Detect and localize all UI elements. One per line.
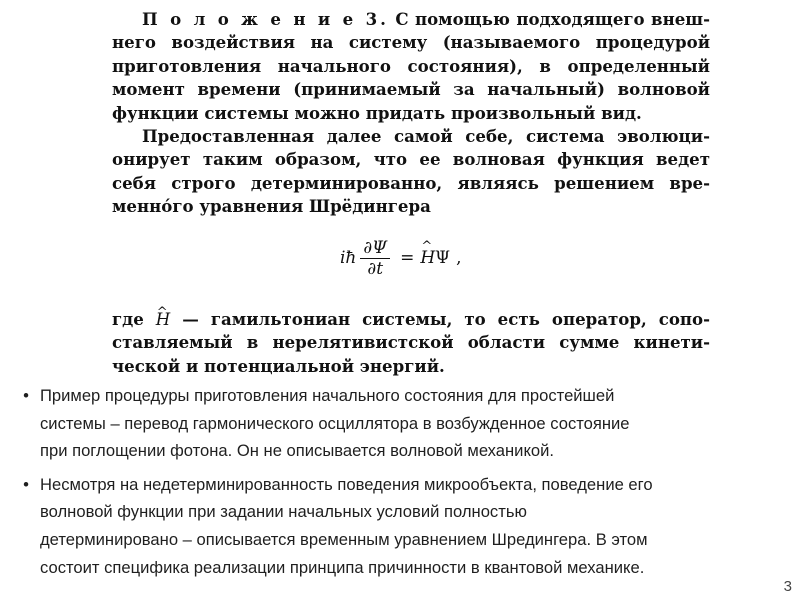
- text-line: момент времени (принимаемый за начальный) волновой: [112, 79, 710, 100]
- text-line: онирует таким образом, что ее волновая функция ведет: [112, 149, 710, 170]
- fraction-denominator: ∂t: [367, 258, 384, 279]
- fraction-numerator: ∂Ψ: [360, 238, 390, 259]
- hamiltonian-symbol: ^ H: [156, 310, 170, 329]
- schrodinger-equation: [340, 232, 462, 284]
- bullet-marker: •: [23, 474, 29, 494]
- bullet-text: Несмотря на недетерминированность поведения микрообъекта, поведение его волновой функции при задании начальных условий полностью детерминировано – описывается временным уравнением Шредингера. В этом состоит специфика реализации принципа причинности в квантовой механике.: [40, 474, 653, 577]
- paragraph-evolution: [112, 125, 710, 219]
- scanned-text-block-hamiltonian: [112, 308, 710, 378]
- text-line: него воздействия на систему (называемого процедурой: [112, 32, 710, 53]
- bullet-item: [12, 382, 772, 465]
- text-line: приготовления начального состояния), в определенный: [112, 55, 710, 76]
- bullet-item: [12, 471, 772, 581]
- bullet-marker: •: [23, 386, 29, 405]
- scanned-text-block: [112, 8, 710, 219]
- text-line: ставляемый в нерелятивистской области сумме кинети-: [112, 332, 710, 353]
- text-line: П о л о ж е н и е 3. С помощью подходящего внеш-: [142, 9, 710, 29]
- formula-prefix: iħ: [340, 248, 357, 268]
- psi-symbol: Ψ: [435, 248, 451, 268]
- postulate-label: П о л о ж е н и е 3.: [142, 9, 389, 29]
- paragraph-hamiltonian: [112, 308, 710, 378]
- bullet-text: Пример процедуры приготовления начального состояния для простейшей системы – перевод гармонического осциллятора в возбужденное состояние при поглощении фотона. Он не описывается волновой механикой.: [40, 386, 630, 461]
- bullet-list: [12, 382, 772, 587]
- partial-derivative-fraction: [360, 238, 390, 279]
- formula-comma: ,: [456, 248, 462, 268]
- hamiltonian-operator: ^ H: [420, 248, 435, 268]
- equals-sign: =: [400, 248, 415, 268]
- text-line: менно́го уравнения Шрёдингера: [112, 196, 431, 217]
- page-number: 3: [783, 578, 792, 595]
- text-line: функции системы можно придать произвольный вид.: [112, 102, 642, 123]
- text-line: ческой и потенциальной энергий.: [112, 355, 445, 376]
- text-line: где ^ H — гамильтониан системы, то есть оператор, сопо-: [112, 308, 710, 331]
- paragraph-postulate: [112, 8, 710, 125]
- text-line: себя строго детерминированно, являясь решением вре-: [112, 172, 710, 193]
- text-line: Предоставленная далее самой себе, система эволюци-: [142, 126, 710, 147]
